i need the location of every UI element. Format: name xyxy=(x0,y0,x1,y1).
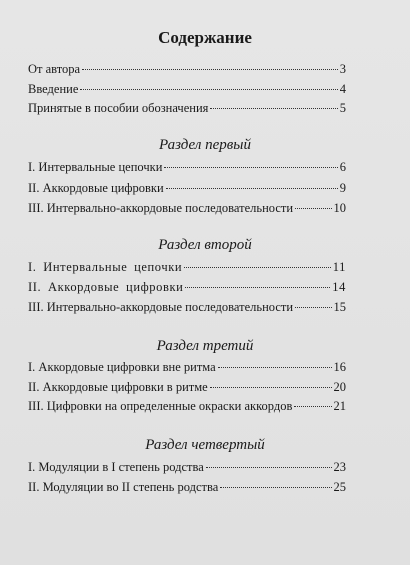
toc-entry-label: II. Аккордовые цифровки в ритме xyxy=(28,380,208,394)
toc-entry-page: 11 xyxy=(332,260,346,274)
toc-entry xyxy=(28,480,346,495)
leader-dots xyxy=(295,306,331,308)
toc-entry xyxy=(28,460,346,475)
leader-dots xyxy=(295,207,331,209)
toc-entry-label: I. Модуляции в I степень родства xyxy=(28,460,204,474)
leader-dots xyxy=(185,286,330,288)
toc-entry-label: Принятые в пособии обозначения xyxy=(28,101,209,115)
toc-entry-label: Введение xyxy=(28,82,79,96)
section-heading-2: Раздел второй xyxy=(158,237,252,253)
toc-entry xyxy=(28,160,346,175)
section-heading-3: Раздел третий xyxy=(156,338,254,354)
section-heading-1: Раздел первый xyxy=(159,137,251,153)
toc-entry-label: II. Аккордовые цифровки xyxy=(28,280,184,294)
toc-entry-page: 14 xyxy=(332,280,346,294)
toc-entry-page: 16 xyxy=(333,360,346,374)
toc-entry-page: 9 xyxy=(339,181,346,195)
toc-entry-page: 5 xyxy=(339,101,346,115)
toc-entry-page: 25 xyxy=(333,480,346,494)
leader-dots xyxy=(82,68,338,70)
toc-entry xyxy=(28,260,346,275)
toc-entry-introduction xyxy=(28,82,346,97)
toc-entry-label: I. Интервальные цепочки xyxy=(28,160,163,174)
leader-dots xyxy=(218,366,332,368)
leader-dots xyxy=(220,486,331,488)
toc-entry-page: 15 xyxy=(333,300,346,314)
toc-entry-page: 23 xyxy=(333,460,346,474)
toc-entry xyxy=(28,360,346,375)
toc-entry-page: 3 xyxy=(339,62,346,76)
section-heading-4: Раздел четвертый xyxy=(145,437,265,453)
toc-entry-notation xyxy=(28,101,346,116)
toc-entry-page: 4 xyxy=(339,82,346,96)
toc-entry-label: II. Аккордовые цифровки xyxy=(28,181,164,195)
leader-dots xyxy=(206,466,332,468)
toc-entry xyxy=(28,181,346,196)
page-title: Содержание xyxy=(158,28,252,47)
toc-entry xyxy=(28,380,346,395)
leader-dots xyxy=(80,88,337,90)
leader-dots xyxy=(294,405,331,407)
toc-entry xyxy=(28,201,346,216)
toc-entry xyxy=(28,300,346,315)
toc-entry xyxy=(28,399,346,414)
leader-dots xyxy=(210,386,332,388)
leader-dots xyxy=(164,166,337,168)
toc-entry-label: III. Интервально-аккордовые последовательности xyxy=(28,201,294,215)
leader-dots xyxy=(166,187,338,189)
toc-entry-label: I. Интервальные цепочки xyxy=(28,260,183,274)
toc-entry-label: III. Цифровки на определенные окраски аккордов xyxy=(28,399,293,413)
leader-dots xyxy=(184,266,331,268)
toc-entry-page: 6 xyxy=(339,160,346,174)
toc-entry-label: От автора xyxy=(28,62,81,76)
toc-entry-page: 20 xyxy=(333,380,346,394)
toc-entry-label: II. Модуляции во II степень родства xyxy=(28,480,219,494)
toc-entry-label: I. Аккордовые цифровки вне ритма xyxy=(28,360,216,374)
toc-entry xyxy=(28,280,346,295)
toc-entry-page: 21 xyxy=(333,399,346,413)
toc-entry-page: 10 xyxy=(333,201,346,215)
toc-entry-from-author xyxy=(28,62,346,77)
leader-dots xyxy=(210,107,337,109)
toc-entry-label: III. Интервально-аккордовые последовательности xyxy=(28,300,294,314)
